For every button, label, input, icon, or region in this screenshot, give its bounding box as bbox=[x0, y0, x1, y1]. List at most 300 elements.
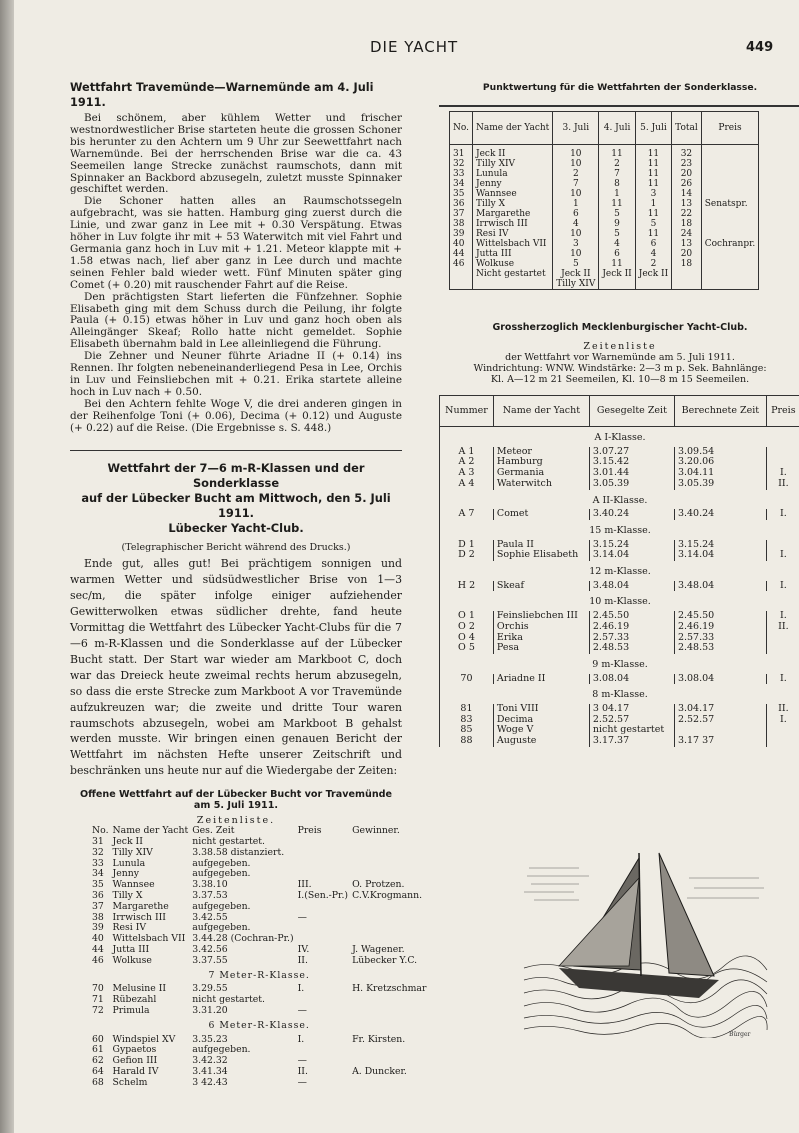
table-cell: 3.05.39 bbox=[674, 479, 766, 490]
table-cell: 3.44.28 (Cochran-Pr.) bbox=[192, 933, 294, 945]
table-row bbox=[450, 169, 759, 179]
table-cell: 3.40.24 bbox=[674, 509, 766, 520]
table-cell: H 2 bbox=[440, 581, 494, 592]
running-header bbox=[14, 38, 799, 58]
table-cell: — bbox=[297, 911, 307, 923]
table-cell: Tilly X bbox=[112, 889, 143, 901]
left-column bbox=[70, 80, 427, 1088]
table-cell: Primula bbox=[112, 1004, 150, 1016]
article1-paragraph: Die Zehner und Neuner führte Ariadne II (+ 0.14) ins Rennen. Ihr folgten nebeneinanderliegend Pesa in Lee, Orchis in Luv und Feinsliebchen mit + 0.21. Erika startete alleine hoch in Luv nach + 0.50. bbox=[70, 350, 402, 398]
table-cell: 44 bbox=[92, 943, 104, 955]
table-cell: 71 bbox=[92, 994, 104, 1006]
table-cell: A 1 bbox=[440, 447, 494, 458]
table-cell: 3.20.06 bbox=[674, 457, 766, 468]
table-cell bbox=[350, 859, 428, 870]
table-cell: Wannsee bbox=[112, 879, 155, 891]
table-cell bbox=[701, 145, 759, 160]
table-cell: 3.17 37 bbox=[674, 736, 766, 747]
table-cell: 39 bbox=[450, 229, 473, 239]
table-cell: Germania bbox=[493, 468, 589, 479]
table-cell bbox=[701, 259, 759, 269]
table-cell: Pesa bbox=[493, 643, 589, 654]
table-cell: Comet bbox=[493, 509, 589, 520]
class-label: A II-Klasse. bbox=[440, 490, 799, 510]
table-cell: 6 bbox=[635, 239, 671, 249]
table-cell: 24 bbox=[672, 229, 702, 239]
class-label: 9 m-Klasse. bbox=[440, 654, 799, 674]
table-cell: 2.46.19 bbox=[589, 622, 674, 633]
table-cell: 3 42.43 bbox=[192, 1076, 228, 1088]
table-cell: Feinsliebchen III bbox=[493, 611, 589, 622]
table-cell: aufgegeben. bbox=[192, 857, 251, 869]
table-cell: II. bbox=[766, 704, 799, 715]
article2-title-line: auf der Lübecker Bucht am Mittwoch, den 5. Juli 1911. bbox=[81, 491, 391, 521]
table-cell: Gypaetos bbox=[112, 1044, 157, 1056]
table-cell bbox=[701, 179, 759, 189]
table-cell: aufgegeben. bbox=[192, 900, 251, 912]
table-cell: Melusine II bbox=[112, 983, 167, 995]
table-cell bbox=[701, 219, 759, 229]
table-row bbox=[90, 1006, 428, 1017]
table-cell: 85 bbox=[440, 725, 494, 736]
table-cell: A 2 bbox=[440, 457, 494, 468]
table-cell: 34 bbox=[92, 868, 104, 880]
table-cell: 11 bbox=[635, 159, 671, 169]
table-cell: Tilly XIV bbox=[112, 846, 153, 858]
table-cell: I. bbox=[297, 1033, 305, 1045]
table-cell: Jutta III bbox=[112, 943, 150, 955]
table-cell: Wittelsbach VII bbox=[473, 239, 553, 249]
table-header-row bbox=[440, 396, 799, 427]
table-cell: 38 bbox=[450, 219, 473, 229]
table-cell: 10 bbox=[553, 229, 599, 239]
club-title: Grossherzoglich Mecklenburgischer Yacht-Club. bbox=[492, 322, 748, 333]
table-cell bbox=[701, 279, 759, 290]
table-cell: 18 bbox=[672, 259, 702, 269]
table-row bbox=[440, 643, 799, 654]
table-cell: I. bbox=[766, 468, 799, 479]
table-cell: Paula II bbox=[493, 540, 589, 551]
table-cell: 5 bbox=[635, 219, 671, 229]
table-cell: 11 bbox=[635, 179, 671, 189]
table-cell: 3.04.17 bbox=[674, 704, 766, 715]
table-cell: Irrwisch III bbox=[473, 219, 553, 229]
table-row bbox=[440, 622, 799, 633]
table-cell: 2.45.50 bbox=[589, 611, 674, 622]
table-cell: Jeck II bbox=[112, 835, 143, 847]
table-cell: 11 bbox=[635, 145, 671, 160]
table-cell bbox=[350, 1045, 428, 1056]
table-cell: 11 bbox=[599, 259, 635, 269]
table-cell bbox=[701, 189, 759, 199]
table-cell bbox=[599, 279, 635, 290]
table-cell: Margarethe bbox=[112, 900, 169, 912]
table-row bbox=[450, 279, 759, 290]
table-cell: Wolkuse bbox=[112, 954, 152, 966]
table-cell: O 1 bbox=[440, 611, 494, 622]
table-cell: 7 bbox=[553, 179, 599, 189]
table-cell: 5 bbox=[553, 259, 599, 269]
table-cell: 3.38.10 bbox=[192, 879, 228, 891]
table-cell: 38 bbox=[92, 911, 104, 923]
table-row bbox=[450, 259, 759, 269]
table-cell: 3.15.24 bbox=[589, 540, 674, 551]
table-cell: 6 bbox=[599, 249, 635, 259]
table-row bbox=[440, 550, 799, 561]
table-cell: Skeaf bbox=[493, 581, 589, 592]
table-cell: 10 bbox=[553, 159, 599, 169]
table-cell: 3.29.55 bbox=[192, 983, 228, 995]
table-row bbox=[450, 199, 759, 209]
table-cell bbox=[350, 848, 428, 859]
table-cell: D 2 bbox=[440, 550, 494, 561]
table-cell: Ariadne II bbox=[493, 674, 589, 685]
table-cell: 46 bbox=[450, 259, 473, 269]
column-header: Name der Yacht bbox=[493, 396, 589, 427]
section-row bbox=[440, 684, 799, 704]
table-cell: 3.07.27 bbox=[589, 447, 674, 458]
table-cell bbox=[766, 643, 799, 654]
table-cell: 88 bbox=[440, 736, 494, 747]
column-header: Total bbox=[672, 112, 702, 145]
table-row bbox=[90, 956, 428, 967]
table-cell: I. bbox=[766, 509, 799, 520]
table-row bbox=[90, 1078, 428, 1089]
table-cell: nicht gestartet bbox=[589, 725, 674, 736]
table-cell: 3.42.55 bbox=[192, 911, 228, 923]
table-cell: A 4 bbox=[440, 479, 494, 490]
table-cell: J. Wagener. bbox=[352, 943, 405, 955]
table-cell: Hamburg bbox=[493, 457, 589, 468]
table-cell: Nicht gestartet bbox=[473, 269, 553, 279]
points-table bbox=[449, 111, 759, 290]
table-cell: nicht gestartet. bbox=[192, 835, 265, 847]
table-cell: nicht gestartet. bbox=[192, 994, 265, 1006]
table-cell: 2.48.53 bbox=[589, 643, 674, 654]
table-cell bbox=[701, 269, 759, 279]
section-row bbox=[440, 561, 799, 581]
table-cell: Jeck II bbox=[473, 145, 553, 160]
table-cell bbox=[350, 902, 428, 913]
article2-subtitle: (Telegraphischer Bericht während des Drucks.) bbox=[121, 542, 351, 554]
table-cell: Jeck II bbox=[599, 269, 635, 279]
table-cell: 4 bbox=[553, 219, 599, 229]
table-cell: 3.15.24 bbox=[674, 540, 766, 551]
table-cell: 2 bbox=[599, 159, 635, 169]
table-cell: A 3 bbox=[440, 468, 494, 479]
table-cell: 61 bbox=[92, 1044, 104, 1056]
table-row bbox=[450, 145, 759, 160]
column-header: Name der Yacht bbox=[473, 112, 553, 145]
column-header: Ges. Zeit bbox=[192, 825, 235, 837]
table-cell: Senatspr. bbox=[701, 199, 759, 209]
table-cell: 37 bbox=[450, 209, 473, 219]
race-info-line: der Wettfahrt vor Warnemünde am 5. Juli 1911. bbox=[505, 352, 735, 363]
table-cell: 39 bbox=[92, 922, 104, 934]
magazine-page bbox=[14, 0, 799, 1133]
table-cell: II. bbox=[766, 479, 799, 490]
table-cell: 60 bbox=[92, 1033, 104, 1045]
table-row bbox=[450, 229, 759, 239]
class-label: A I-Klasse. bbox=[440, 427, 799, 447]
table-cell: 32 bbox=[92, 846, 104, 858]
table-cell: 3.41.34 bbox=[192, 1065, 228, 1077]
table-cell: Lübecker Y.C. bbox=[352, 954, 418, 966]
table-cell: Waterwitch bbox=[493, 479, 589, 490]
race-info-line: Kl. A—12 m 21 Seemeilen, Kl. 10—8 m 15 Seemeilen. bbox=[490, 374, 750, 385]
table-cell: Erika bbox=[493, 633, 589, 644]
table-cell: 35 bbox=[92, 879, 104, 891]
results-table-title: Offene Wettfahrt auf der Lübecker Bucht vor Travemünde am 5. Juli 1911. bbox=[79, 789, 393, 812]
table-cell bbox=[701, 209, 759, 219]
table-cell: 70 bbox=[92, 983, 104, 995]
article2-title-line: Wettfahrt der 7—6 m-R-Klassen und der Sonderklasse bbox=[107, 461, 365, 491]
table-cell: I. bbox=[766, 611, 799, 622]
table-cell: Resi IV bbox=[473, 229, 553, 239]
table-cell: Jenny bbox=[473, 179, 553, 189]
table-cell: 34 bbox=[450, 179, 473, 189]
table-row bbox=[440, 509, 799, 520]
table-cell: 9 bbox=[599, 219, 635, 229]
table-cell: aufgegeben. bbox=[192, 1044, 251, 1056]
table-cell: 3.08.04 bbox=[589, 674, 674, 685]
article1-paragraph: Bei den Achtern fehlte Woge V, die drei anderen gingen in der Reihenfolge Toni (+ 0.06), Decima (+ 0.12) und Auguste (+ 0.22) auf die Reise. (Die Ergebnisse s. S. 448.) bbox=[70, 397, 402, 434]
table-cell: Fr. Kirsten. bbox=[352, 1033, 406, 1045]
column-header: 3. Juli bbox=[553, 112, 599, 145]
table-cell: 3.15.42 bbox=[589, 457, 674, 468]
table-row bbox=[450, 189, 759, 199]
section-row bbox=[90, 967, 428, 985]
table-row bbox=[450, 239, 759, 249]
table-row bbox=[440, 479, 799, 490]
section-row bbox=[440, 520, 799, 540]
table-cell: A 7 bbox=[440, 509, 494, 520]
column-header: Name der Yacht bbox=[112, 825, 189, 837]
class-label: 10 m-Klasse. bbox=[440, 591, 799, 611]
table-cell: 4 bbox=[635, 249, 671, 259]
table-cell: Irrwisch III bbox=[112, 911, 166, 923]
table-cell: 10 bbox=[553, 189, 599, 199]
table-cell bbox=[350, 923, 428, 934]
table-cell: 11 bbox=[635, 169, 671, 179]
table-cell: 40 bbox=[450, 239, 473, 249]
table-cell: 11 bbox=[599, 145, 635, 160]
table-cell: 3 bbox=[635, 189, 671, 199]
article1-title: Wettfahrt Travemünde—Warnemünde am 4. Juli 1911. bbox=[70, 81, 374, 109]
table-cell: 8 bbox=[599, 179, 635, 189]
table-cell: I. bbox=[766, 715, 799, 726]
table-cell bbox=[701, 229, 759, 239]
table-cell: H. Kretzschmar bbox=[352, 983, 427, 995]
table-cell bbox=[296, 902, 350, 913]
table-row bbox=[440, 581, 799, 592]
table-cell: 31 bbox=[92, 835, 104, 847]
table-cell: 10 bbox=[553, 249, 599, 259]
column-header: Preis bbox=[297, 825, 322, 837]
table-cell: C.V.Krogmann. bbox=[352, 889, 423, 901]
table-cell: Margarethe bbox=[473, 209, 553, 219]
table-row bbox=[440, 736, 799, 747]
table-cell: 40 bbox=[92, 933, 104, 945]
mecklenburg-results-table bbox=[439, 395, 799, 747]
table-cell: Tilly X bbox=[473, 199, 553, 209]
table-cell: 13 bbox=[672, 199, 702, 209]
column-header: Gewinner. bbox=[352, 825, 400, 837]
section-row bbox=[90, 1017, 428, 1035]
table-cell: 3.35.23 bbox=[192, 1033, 228, 1045]
table-cell: 3.05.39 bbox=[589, 479, 674, 490]
table-cell: aufgegeben. bbox=[192, 922, 251, 934]
table-cell: 3.37.53 bbox=[192, 889, 228, 901]
table-cell: II. bbox=[297, 954, 308, 966]
table-cell: I. bbox=[297, 983, 305, 995]
table-cell: Toni VIII bbox=[493, 704, 589, 715]
table-cell bbox=[766, 736, 799, 747]
table-cell: Tilly XIV bbox=[473, 159, 553, 169]
table-cell: 23 bbox=[672, 159, 702, 169]
table-cell: Jutta III bbox=[473, 249, 553, 259]
table-cell: A. Duncker. bbox=[352, 1065, 407, 1077]
table-cell: 26 bbox=[672, 179, 702, 189]
table-cell: Lunula bbox=[473, 169, 553, 179]
table-cell bbox=[766, 633, 799, 644]
table-cell: 32 bbox=[672, 145, 702, 160]
table-cell: 64 bbox=[92, 1065, 104, 1077]
table-cell: 3 bbox=[553, 239, 599, 249]
table-row bbox=[450, 179, 759, 189]
column-header: 4. Juli bbox=[599, 112, 635, 145]
article1-paragraph: Den prächtigsten Start lieferten die Fünfzehner. Sophie Elisabeth ging mit dem Schuss durch die Peilung, ihr folgte Paula (+ 0.15) etwas höher in Luv und ganz hoch oben als Alleingänger Skeaf; Rollo hatte nicht gemeldet. Sophie Elisabeth übernahm bald in Lee alleinliegend die Führung. bbox=[70, 290, 402, 351]
class-label: 12 m-Klasse. bbox=[440, 561, 799, 581]
table-cell: 72 bbox=[92, 1004, 104, 1016]
table-cell bbox=[296, 837, 350, 848]
page-binding-edge bbox=[0, 0, 14, 1133]
table-cell: 3.14.04 bbox=[674, 550, 766, 561]
table-cell: 2 bbox=[635, 259, 671, 269]
table-cell: Decima bbox=[493, 715, 589, 726]
table-cell: Auguste bbox=[493, 736, 589, 747]
table-cell: 2.52.57 bbox=[589, 715, 674, 726]
sailboat-illustration bbox=[519, 848, 769, 1038]
table-cell: 3.04.11 bbox=[674, 468, 766, 479]
table-cell: 11 bbox=[635, 229, 671, 239]
table-cell: 62 bbox=[92, 1055, 104, 1067]
table-cell: Jeck II bbox=[553, 269, 599, 279]
table-cell: Schelm bbox=[112, 1076, 148, 1088]
table-cell: Tilly XIV bbox=[553, 279, 599, 290]
table-cell: 3.42.32 bbox=[192, 1055, 228, 1067]
table-cell: I.(Sen.-Pr.) bbox=[297, 889, 349, 901]
article2-title-line: Lübecker Yacht-Club. bbox=[168, 521, 304, 536]
table-cell: 1 bbox=[635, 199, 671, 209]
table-cell: O 2 bbox=[440, 622, 494, 633]
zeitenliste-label: Zeitenliste bbox=[583, 341, 657, 352]
table-cell: — bbox=[297, 1055, 307, 1067]
table-cell: Harald IV bbox=[112, 1065, 159, 1077]
table-cell: 83 bbox=[440, 715, 494, 726]
table-cell bbox=[350, 837, 428, 848]
table-cell: I. bbox=[766, 674, 799, 685]
column-header: No. bbox=[92, 825, 109, 837]
table-cell: 35 bbox=[450, 189, 473, 199]
table-cell bbox=[701, 169, 759, 179]
table-cell: Resi IV bbox=[112, 922, 147, 934]
table-cell: 37 bbox=[92, 900, 104, 912]
article2-body: Ende gut, alles gut! Bei prächtigem sonnigen und warmen Wetter und südsüdwestlicher Brise von 1—3 sec/m, die später infolge einiger aufziehender Gewitterwolken etwas südlicher drehte, fand heute Vormittag die Wettfahrt des Lübecker Yacht-Clubs für die 7—6 m-R-Klassen und die Sonderklasse auf der Lübecker Bucht statt. Der Start war wieder am Markboot C, doch war das Dreieck heute zweimal rechts herum abzusegeln, so dass die erste Strecke zum Markboot A vor Travemünde aufzukreuzen war; die zweite und dritte Tour waren raumschots abzusegeln, wobei am Markboot B gehalst werden musste. Wir bringen einen genauen Bericht der Wettfahrt im nächsten Hefte unserer Zeitschrift und beschränken uns heute nur auf die Wiedergabe der Zeiten: bbox=[70, 557, 402, 778]
table-row bbox=[90, 848, 428, 859]
table-cell bbox=[296, 859, 350, 870]
table-cell: 1 bbox=[553, 199, 599, 209]
table-cell: 46 bbox=[92, 954, 104, 966]
table-cell: 3.08.04 bbox=[674, 674, 766, 685]
column-header: Berechnete Zeit bbox=[674, 396, 766, 427]
table-cell bbox=[635, 279, 671, 290]
table-cell bbox=[701, 249, 759, 259]
table-cell bbox=[766, 725, 799, 736]
section-row bbox=[440, 654, 799, 674]
table-row bbox=[440, 674, 799, 685]
table-cell: 18 bbox=[672, 219, 702, 229]
table-cell: O 4 bbox=[440, 633, 494, 644]
topsail bbox=[659, 853, 714, 976]
page-number: 449 bbox=[746, 40, 774, 55]
column-header: Preis bbox=[766, 396, 799, 427]
table-cell: 13 bbox=[672, 239, 702, 249]
table-cell: 2 bbox=[553, 169, 599, 179]
table-cell: O. Protzen. bbox=[352, 879, 405, 891]
column-header: Gesegelte Zeit bbox=[589, 396, 674, 427]
results-table-subtitle: Zeitenliste. bbox=[196, 815, 276, 827]
table-cell: 5 bbox=[599, 209, 635, 219]
table-cell bbox=[766, 447, 799, 458]
table-cell: Lunula bbox=[112, 857, 146, 869]
table-cell: 81 bbox=[440, 704, 494, 715]
article2-title bbox=[70, 461, 402, 536]
column-header: 5. Juli bbox=[635, 112, 671, 145]
table-cell: 36 bbox=[450, 199, 473, 209]
section-label: 7 Meter-R-Klasse. bbox=[208, 969, 310, 981]
class-label: 8 m-Klasse. bbox=[440, 684, 799, 704]
table-cell: 36 bbox=[92, 889, 104, 901]
table-cell: IV. bbox=[297, 943, 310, 955]
table-cell: 68 bbox=[92, 1076, 104, 1088]
table-header-row bbox=[450, 112, 759, 145]
table-cell: Wannsee bbox=[473, 189, 553, 199]
table-cell: — bbox=[297, 1076, 307, 1088]
table-cell: Jeck II bbox=[635, 269, 671, 279]
table-cell bbox=[350, 1078, 428, 1089]
article1-paragraph: Die Schoner hatten alles an Raumschotssegeln aufgebracht, was sie hatten. Hamburg ging zuerst durch die Linie, und zwar ganz in Lee mit + 0.30 Verspätung. Etwas höher in Luv folgte ihr mit + 53 Waterwitch mit viel Fahrt und Germania ganz hoch in Luv mit + 1.21. Meteor klappte mit + 1.58 etwas nach, lief aber ganz in Lee durch und machte seinen Fehler bald wieder wett. Fünf Minuten später ging Comet (+ 0.20) mit rauschender Fahrt auf die Reise. bbox=[70, 195, 402, 291]
table-cell: III. bbox=[297, 879, 312, 891]
table-cell bbox=[450, 269, 473, 279]
table-cell: 1 bbox=[599, 189, 635, 199]
table-cell bbox=[450, 279, 473, 290]
table-cell: Gefion III bbox=[112, 1055, 158, 1067]
section-row bbox=[440, 490, 799, 510]
table-row bbox=[450, 209, 759, 219]
table-cell: 2.57.33 bbox=[589, 633, 674, 644]
table-cell: 3.31.20 bbox=[192, 1004, 228, 1016]
table-cell: Meteor bbox=[493, 447, 589, 458]
table-cell: 3.37.55 bbox=[192, 954, 228, 966]
table-cell: 20 bbox=[672, 169, 702, 179]
artist-signature: Bürger bbox=[729, 1031, 751, 1038]
table-cell bbox=[672, 279, 702, 290]
section-row bbox=[440, 591, 799, 611]
column-header: Nummer bbox=[440, 396, 494, 427]
table-cell: 6 bbox=[553, 209, 599, 219]
table-cell: 20 bbox=[672, 249, 702, 259]
